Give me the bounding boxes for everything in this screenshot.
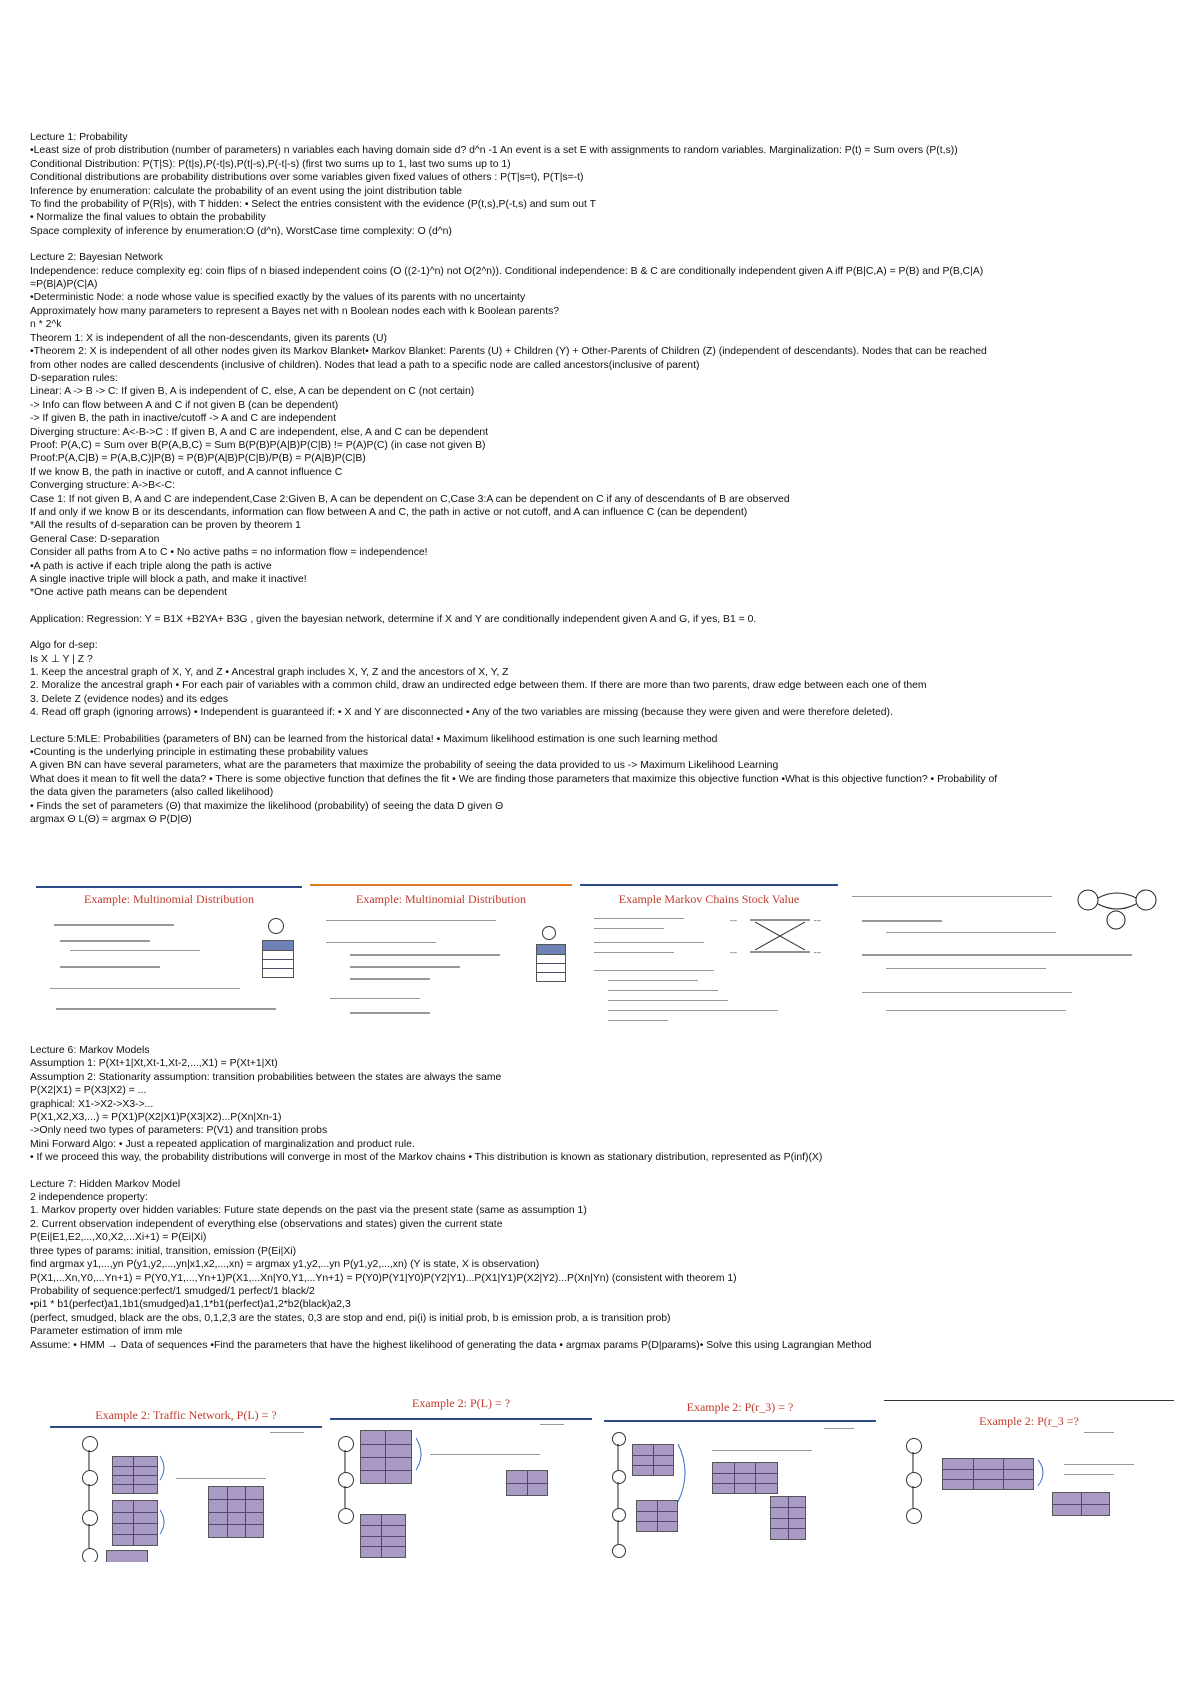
note-line: graphical: X1->X2->X3->...: [30, 1098, 154, 1110]
note-line: P(X1,...Xn,Y0,...Yn+1) = P(Y0,Y1,...,Yn+1)P(X1,...Xn|Y0,Y1,...Yn+1) = P(Y0)P(Y1|Y0)P(Y2|Y1)...P(X1|Y1)P(X2|Y2)...P(Xn|Yn) (consistent with theorem 1): [30, 1272, 737, 1284]
note-line: 2. Moralize the ancestral graph • For each pair of variables with a common child, draw an undirected edge between them. If there are more than two parents, draw edge between each one of them: [30, 680, 927, 692]
note-line: •pi1 * b1(perfect)a1,1b1(smudged)a1,1*b1(perfect)a1,2*b2(black)a2,3: [30, 1299, 351, 1311]
note-line: Is X ⊥ Y | Z ?: [30, 653, 93, 665]
lecture-7-heading: Lecture 7: Hidden Markov Model: [30, 1178, 181, 1190]
note-line: Assume: • HMM → Data of sequences •Find the parameters that have the highest likelihood of generating the data • argmax params P(D|params)• Solve this using Lagrangian Method: [30, 1339, 872, 1351]
note-line: -> If given B, the path in inactive/cutoff -> A and C are independent: [30, 413, 336, 425]
note-line: If and only if we know B or its descendants, information can flow between A and C, the path in active or not cutoff, and A can influence C (can be dependent): [30, 506, 748, 518]
note-line: P(X2|X1) = P(X3|X2) = ...: [30, 1085, 147, 1097]
note-line: argmax Θ L(Θ) = argmax Θ P(D|Θ): [30, 814, 192, 826]
note-line: n * 2^k: [30, 319, 62, 331]
note-line: A single inactive triple will block a path, and make it inactive!: [30, 574, 307, 585]
slide-title: Example 2: Traffic Network, P(L) = ?: [95, 1408, 277, 1422]
note-line: • Finds the set of parameters (Θ) that maximize the likelihood (probability) of seeing the data D given Θ: [30, 800, 504, 812]
note-line: =P(B|A)P(C|A): [30, 279, 98, 291]
note-line: What does it mean to fit well the data? • There is some objective function that defines the fit • We are finding those parameters that maximize this objective function •What is this objective function? • Probability of: [30, 773, 998, 785]
note-line: Proof: P(A,C) = Sum over B(P(A,B,C) = Sum B(P(B)P(A|B)P(C|B) != P(A)P(C) (in case not given B): [30, 439, 486, 451]
note-line: -> Info can flow between A and C if not given B (can be dependent): [30, 399, 339, 411]
note-line: three types of params: initial, transition, emission (P(Ei|Xi): [30, 1245, 297, 1257]
note-line: • If we proceed this way, the probability distributions will converge in most of the Markov chains • This distribution is known as stationary distribution, represented as P(inf)(X): [30, 1152, 823, 1164]
note-line: •A path is active if each triple along the path is active: [30, 560, 272, 572]
note-line: 4. Read off graph (ignoring arrows) • Independent is guaranteed if: • X and Y are disconnected • Any of the two variables are missing (because they were given and were therefore deleted).: [30, 707, 893, 719]
slide-stationary-distribution: [846, 884, 1168, 1040]
svg-text:---: ---: [730, 950, 737, 957]
lecture-1-heading: Lecture 1: Probability: [30, 132, 128, 143]
notes-lectures-6-7: [30, 1044, 1180, 1352]
note-line: Proof:P(A,C|B) = P(A,B,C)|P(B) = P(B)P(A|B)P(C|B)/P(B) = P(A|B)P(C|B): [30, 453, 366, 465]
note-line: Space complexity of inference by enumeration:O (d^n), WorstCase time complexity: O (d^n): [30, 225, 452, 237]
note-line: *One active path means can be dependent: [30, 587, 227, 599]
note-line: *All the results of d-separation can be proven by theorem 1: [30, 520, 301, 532]
note-line: 1. Keep the ancestral graph of X, Y, and Z • Ancestral graph includes X, Y, Z and the ancestors of X, Y, Z: [30, 667, 509, 679]
note-line: Theorem 1: X is independent of all the non-descendants, given its parents (U): [30, 332, 387, 344]
note-line: (perfect, smudged, black are the obs, 0,1,2,3 are the states, 0,3 are stop and end, pi(i) is initial prob, b is emission prob, a is transition prob): [30, 1312, 671, 1324]
note-line: Assumption 2: Stationarity assumption: transition probabilities between the states are always the same: [30, 1071, 502, 1083]
note-line: Case 1: If not given B, A and C are independent,Case 2:Given B, A can be dependent on C,Case 3:A can be dependent on C if any of descendants of B are observed: [30, 493, 790, 505]
note-line: Mini Forward Algo: • Just a repeated application of marginalization and product rule.: [30, 1138, 415, 1150]
slide-p-l: [330, 1394, 592, 1562]
note-line: Application: Regression: Y = B1X +B2YA+ B3G , given the bayesian network, determine if X and Y are conditionally independent given A and G, if yes, B1 = 0.: [30, 613, 757, 625]
note-line: Consider all paths from A to C • No active paths = no information flow = independence!: [30, 547, 428, 559]
note-line: 2. Current observation independent of everything else (observations and states) given the current state: [30, 1218, 503, 1230]
note-line: •Theorem 2: X is independent of all other nodes given its Markov Blanket• Markov Blanket: Parents (U) + Children (Y) + Other-Parents of Children (Z) (independent of descendants). Nodes that can be reached: [30, 346, 987, 358]
note-line: Assumption 1: P(Xt+1|Xt,Xt-1,Xt-2,...,X1) = P(Xt+1|Xt): [30, 1058, 278, 1070]
note-line: To find the probability of P(R|s), with T hidden: • Select the entries consistent with the evidence (P(t,s),P(-t,s) and sum out T: [30, 199, 596, 211]
slide-title: Example Markov Chains Stock Value: [618, 892, 800, 906]
note-line: Probability of sequence:perfect/1 smudged/1 perfect/1 black/2: [30, 1285, 315, 1297]
note-line: ->Only need two types of parameters: P(V1) and transition probs: [30, 1125, 328, 1137]
svg-text:---: ---: [814, 918, 821, 925]
note-line: Parameter estimation of imm mle: [30, 1326, 183, 1338]
slide-markov-stock: [580, 884, 838, 1040]
svg-text:---: ---: [814, 950, 821, 957]
note-line: from other nodes are called descendents (inclusive of children). Nodes that lead a path to a specific node are called ancestors(inclusive of parent): [30, 359, 700, 371]
note-line: Inference by enumeration: calculate the probability of an event using the joint distribution table: [30, 185, 463, 197]
note-line: Linear: A -> B -> C: If given B, A is independent of C, else, A can be dependent on C (not certain): [30, 386, 475, 398]
slide-title: Example: Multinomial Distribution: [356, 892, 526, 906]
note-line: General Case: D-separation: [30, 533, 160, 545]
note-line: 1. Markov property over hidden variables: Future state depends on the past via the present state (same as assumption 1): [30, 1205, 587, 1217]
notes-lectures-1-5: [30, 131, 1180, 827]
note-line: A given BN can have several parameters, what are the parameters that maximize the probability of seeing the data provided to us -> Maximum Likelihood Learning: [30, 760, 779, 772]
note-line: Approximately how many parameters to represent a Bayes net with n Boolean nodes each with k Boolean parents?: [30, 305, 560, 317]
note-line: • Normalize the final values to obtain the probability: [30, 212, 266, 224]
lecture-5-heading: Lecture 5:MLE: Probabilities (parameters of BN) can be learned from the historical data! • Maximum likelihood estimation is one such learning method: [30, 733, 718, 745]
slide-multinomial-1: [36, 884, 302, 1040]
lecture-2-heading: Lecture 2: Bayesian Network: [30, 252, 163, 264]
note-line: Independence: reduce complexity eg: coin flips of n biased independent coins (O ((2-1)^n) not O(2^n)). Conditional independence: B & C are conditionally independent given A iff P(B|C,A) = P(B) and P(B,C|A): [30, 265, 984, 277]
note-line: •Counting is the underlying principle in estimating these probability values: [30, 747, 369, 759]
note-line: 2 independence property:: [30, 1192, 148, 1204]
note-line: the data given the parameters (also called likelihood): [30, 787, 274, 799]
note-line: Conditional Distribution: P(T|S): P(t|s),P(-t|s),P(t|-s),P(-t|-s) (first two sums up to 1, last two sums up to 1): [30, 158, 511, 170]
note-line: P(Ei|E1,E2,...,X0,X2,...Xi+1) = P(Ei|Xi): [30, 1232, 207, 1244]
note-line: P(X1,X2,X3,...) = P(X1)P(X2|X1)P(X3|X2)...P(Xn|Xn-1): [30, 1112, 282, 1124]
slide-title: Example 2: P(r_3 =?: [979, 1414, 1079, 1428]
slide-multinomial-2: [310, 884, 572, 1040]
slide-traffic-network: [50, 1400, 322, 1562]
note-line: D-separation rules:: [30, 372, 118, 384]
note-line: Diverging structure: A<-B->C : If given B, A and C are independent, else, A and C can be dependent: [30, 426, 489, 438]
note-line: •Deterministic Node: a node whose value is specified exactly by the values of its parents with no uncertainty: [30, 292, 526, 304]
lecture-6-heading: Lecture 6: Markov Models: [30, 1045, 150, 1056]
note-line: If we know B, the path in inactive or cutoff, and A cannot influence C: [30, 466, 343, 478]
slide-title: Example 2: P(r_3) = ?: [686, 1400, 794, 1414]
note-line: find argmax y1,...,yn P(y1,y2,...,yn|x1,x2,...,xn) = argmax y1,y2,...yn P(y1,y2,...,xn) (Y is state, X is observation): [30, 1259, 540, 1271]
note-line: 3. Delete Z (evidence nodes) and its edges: [30, 693, 229, 705]
slide-p-r3-example: [884, 1400, 1174, 1562]
note-line: Algo for d-sep:: [30, 640, 98, 652]
svg-text:---: ---: [730, 918, 737, 925]
slide-title: Example 2: P(L) = ?: [411, 1396, 511, 1410]
note-line: •Least size of prob distribution (number of parameters) n variables each having domain side d? d^n -1 An event is a set E with assignments to random variables. Marginalization: P(t) = Sum overs (P(t,s)): [30, 145, 958, 157]
note-line: Conditional distributions are probability distributions over some variables given fixed values of others : P(T|s=t), P(T|s=-t): [30, 172, 584, 184]
slide-p-r3: [604, 1392, 876, 1562]
slide-title: Example: Multinomial Distribution: [84, 892, 254, 906]
note-line: Converging structure: A->B<-C:: [30, 480, 175, 492]
